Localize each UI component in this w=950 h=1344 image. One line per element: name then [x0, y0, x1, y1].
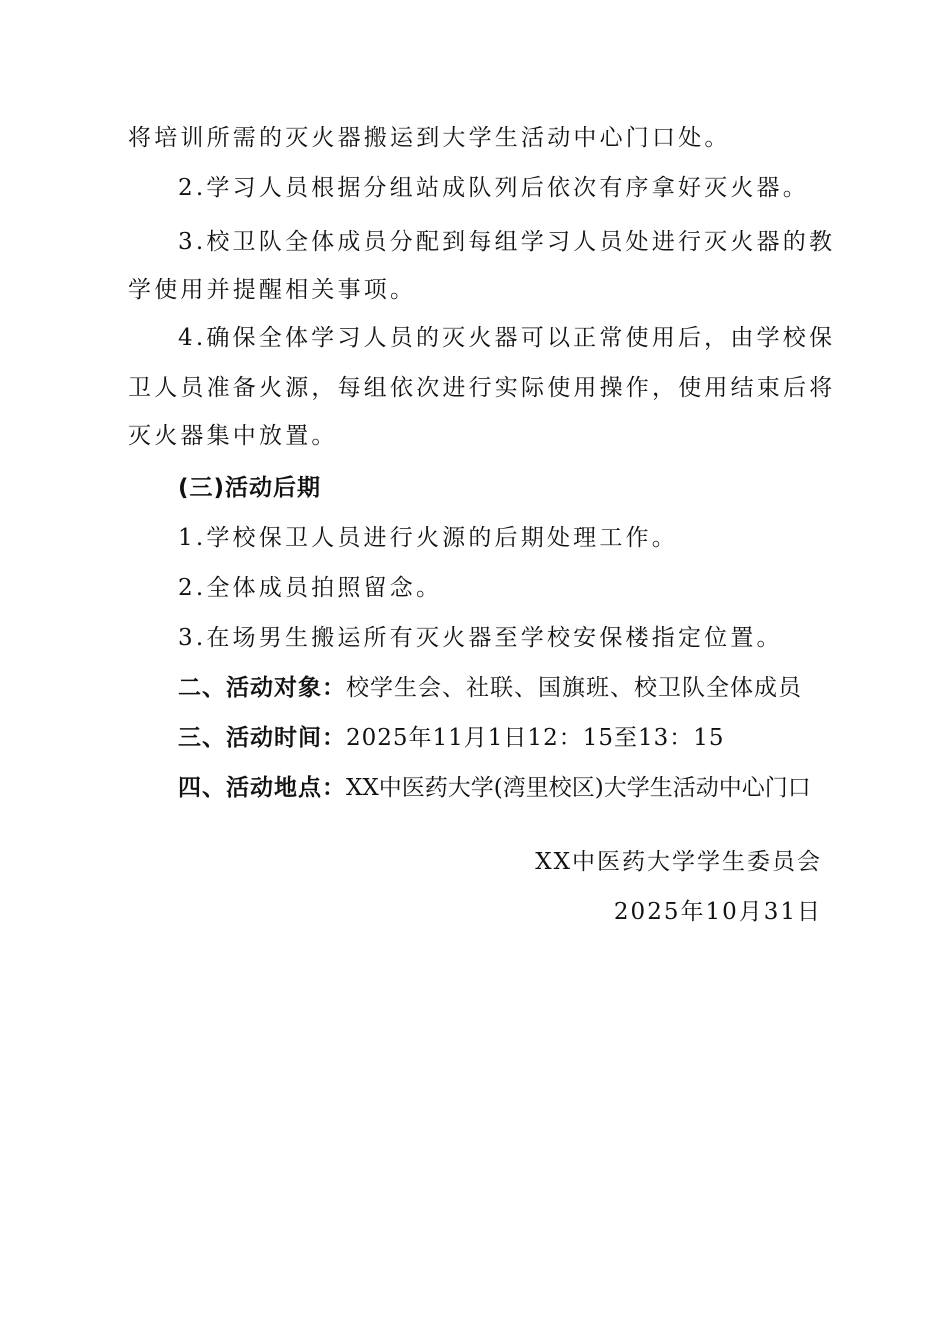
section-heading-post: (三)活动后期	[178, 475, 322, 501]
activity-place-value: XX中医药大学(湾里校区)大学生活动中心门口	[346, 775, 811, 801]
post-step-1: 1.学校保卫人员进行火源的后期处理工作。	[178, 525, 678, 551]
activity-target-row	[178, 672, 878, 704]
signature-organization: XX中医药大学学生委员会	[535, 849, 822, 875]
paragraph-line: 将培训所需的灭火器搬运到大学生活动中心门口处。	[128, 125, 731, 151]
step-3-line-1: 3.校卫队全体成员分配到每组学习人员处进行灭火器的教	[178, 229, 836, 255]
step-4-line-1: 4.确保全体学习人员的灭火器可以正常使用后，由学校保	[178, 325, 836, 351]
activity-target-label: 二、活动对象：	[178, 675, 346, 701]
activity-target-value: 校学生会、社联、国旗班、校卫队全体成员	[346, 675, 802, 701]
activity-time-value: 2025年11月1日12：15至13：15	[346, 725, 725, 751]
post-step-2: 2.全体成员拍照留念。	[178, 575, 443, 601]
step-3-line-2: 学使用并提醒相关事项。	[128, 277, 417, 303]
activity-time-label: 三、活动时间：	[178, 725, 346, 751]
step-2: 2.学习人员根据分组站成队列后依次有序拿好灭火器。	[178, 175, 809, 201]
step-4-line-3: 灭火器集中放置。	[128, 423, 338, 449]
post-step-3: 3.在场男生搬运所有灭火器至学校安保楼指定位置。	[178, 625, 783, 651]
signature-date: 2025年10月31日	[613, 899, 822, 925]
activity-place-label: 四、活动地点：	[178, 775, 346, 801]
activity-place-row	[178, 772, 878, 804]
step-4-line-2: 卫人员准备火源，每组依次进行实际使用操作，使用结束后将	[128, 375, 836, 401]
activity-time-row	[178, 722, 878, 754]
